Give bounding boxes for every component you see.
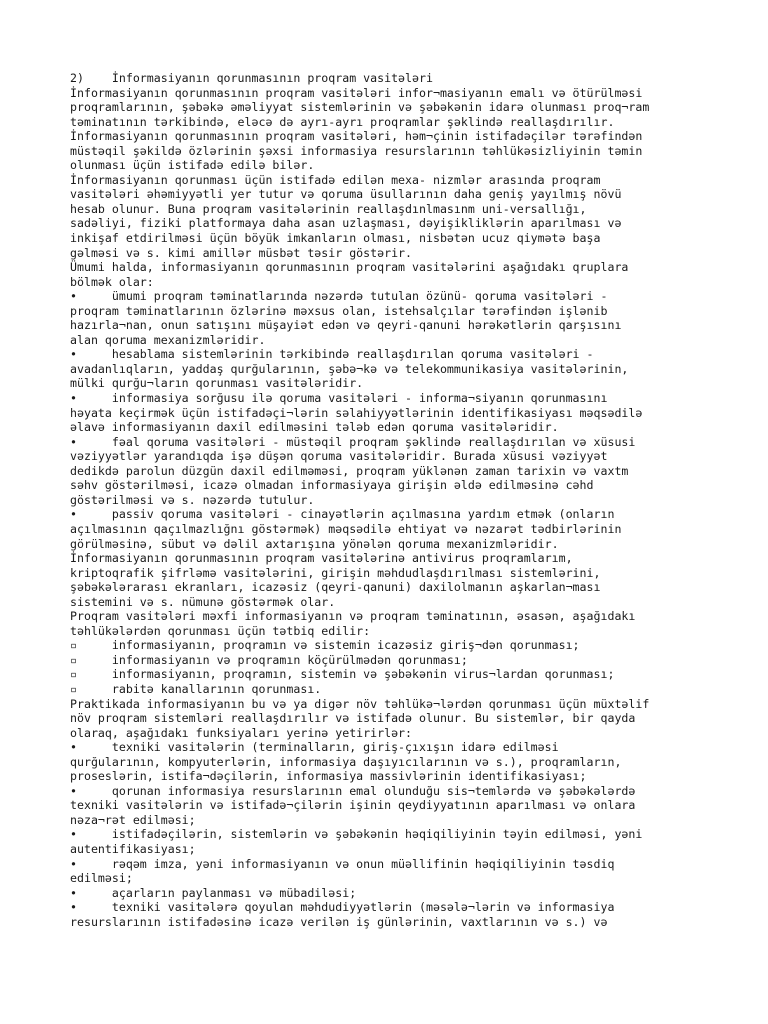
text-line: görülməsinə, sübut və dəlil axtarışına yönələn qoruma mexanizmləridir. [70,536,559,551]
text-line: texniki vasitələrin və istifadə¬çilərin işinin qeydiyyatının aparılması və onlara [70,798,636,813]
text-line: 2) İnformasiyanın qorunmasının proqram vasitələri [70,71,433,85]
text-line: həyata keçirmək üçün istifadəçi¬lərin səlahiyyətlərinin identifikasiyası məqsədilə [70,405,643,420]
text-line: vasitələri əhəmiyyətli yer tutur və qoruma üsullarının daha geniş yayılmış növü [70,187,622,202]
text-line: bölmək olar: [70,274,154,289]
text-line: proseslərin, istifa¬dəçilərin, informasiya massivlərinin identifikasiyası; [70,769,587,784]
text-line: • açarların paylanması və mübadiləsi; [70,885,357,900]
text-line: proqramlarının, şəbəkə əməliyyat sistemlərinin və şəbəkənin idarə olunması proq¬ram [70,100,650,115]
text-line: ▫ informasiyanın və proqramın köçürülmədən qorunması; [70,652,468,667]
text-line: Proqram vasitələri məxfi informasiyanın və proqram təminatının, əsasən, aşağıdakı [70,609,636,624]
text-line: nəza¬rət edilməsi; [70,812,196,827]
text-line: sadəliyi, fiziki platformaya daha asan uzlaşması, dəyişikliklərin aparılması və [70,216,622,231]
text-line: müstəqil şəkildə özlərinin şəxsi informasiya resurslarının təhlükəsizliyinin təmin [70,143,643,158]
text-line: • qorunan informasiya resurslarının emal olunduğu sis¬temlərdə və şəbəkələrdə [70,783,636,798]
text-line: resurslarının istifadəsinə icazə verilən iş günlərinin, vaxtlarının və s.) və [70,914,608,929]
document-page [70,71,710,929]
text-line: açılmasının qaçılmazlığnı göstərmək) məqsədilə ehtiyat və nəzarət tədbirlərinin [70,521,622,536]
text-line: təhlükələrdən qorunması üçün tətbiq edilir: [70,623,371,638]
text-line: olunması üçün istifadə edilə bilər. [70,158,315,173]
text-line: autentifikasiyası; [70,841,196,856]
text-line: • informasiya sorğusu ilə qoruma vasitələri - informa¬siyanın qorunmasını [70,391,608,406]
text-line: səhv göstərilməsi, icazə olmadan informasiyaya girişin əldə edilməsinə cəhd [70,478,594,493]
text-line: İnformasiyanın qorunmasının proqram vasitələrinə antivirus proqramlarım, [70,551,573,566]
text-line: inkişaf etdirilməsi üçün böyük imkanların olması, nisbətən ucuz qiymətə başa [70,231,601,246]
text-line: olaraq, aşağıdakı funksiyaları yerinə yetirirlər: [70,725,413,740]
text-line: ▫ rabitə kanallarının qorunması. [70,681,322,696]
text-line: • ümumi proqram təminatlarında nəzərdə tutulan özünü- qoruma vasitələri - [70,289,608,304]
text-line: gəlməsi və s. kimi amillər müsbət təsir göstərir. [70,245,413,260]
text-line: hazırla¬nan, onun satışını müşayiət edən və qeyri-qanuni hərəkətlərin qarşısını [70,318,622,333]
text-line: • fəal qoruma vasitələri - müstəqil proqram şəklində reallaşdırılan və xüsusi [70,434,636,449]
text-line: • texniki vasitələrə qoyulan məhdudiyyətlərin (məsələ¬lərin və informasiya [70,900,615,915]
text-line: göstərilməsi və s. nəzərdə tutulur. [70,492,315,507]
text-line: ▫ informasiyanın, proqramın və sistemin icazəsiz giriş¬dən qorunması; [70,638,580,653]
text-line: İnformasiyanın qorunmasının proqram vasitələri infor¬masiyanın emalı və ötürülməsi [70,85,643,100]
text-line: edilməsi; [70,871,133,886]
text-line: İnformasiyanın qorunması üçün istifadə edilən mexa- nizmlər arasında proqram [70,172,601,187]
text-line: Ümumi halda, informasiyanın qorunmasının proqram vasitələrini aşağıdakı qruplara [70,260,629,275]
text-line: alan qoruma mexanizmləridir. [70,332,266,347]
text-line: • passiv qoruma vasitələri - cinayətlərin açılmasına yardım etmək (onların [70,507,615,522]
text-line: Praktikada informasiyanın bu və ya digər növ təhlükə¬lərdən qorunması üçün müxtəlif [70,696,650,711]
text-line: şəbəkələrarası ekranları, icazəsiz (qeyri-qanuni) daxilolmanın aşkarlan¬ması [70,580,601,595]
text-line: • istifadəçilərin, sistemlərin və şəbəkənin həqiqiliyinin təyin edilməsi, yəni [70,827,643,842]
text-line: • hesablama sistemlərinin tərkibində reallaşdırılan qoruma vasitələri - [70,347,594,362]
text-line: təminatının tərkibində, eləcə də ayrı-ayrı proqramlar şəklində reallaşdırılır. [70,114,615,129]
text-line: əlavə informasiyanın daxil edilməsini tələb edən qoruma vasitələridir. [70,420,559,435]
text-line: • texniki vasitələrin (terminalların, giriş-çıxışın idarə edilməsi [70,740,559,755]
text-line: kriptoqrafik şifrləmə vasitələrini, girişin məhdudlaşdırılması sistemlərini, [70,565,601,580]
text-line: İnformasiyanın qorunmasının proqram vasitələri, həm¬çinin istifadəçilər tərəfindən [70,129,643,144]
text-line: avadanlıqların, yaddaş qurğularının, şəbə¬kə və telekommunikasiya vasitələrinin, [70,361,629,376]
text-line: dedikdə parolun düzgün daxil edilməməsi, proqram yüklənən zaman tarixin və vaxtm [70,463,629,478]
text-line: • rəqəm imza, yəni informasiyanın və onun müəllifinin həqiqiliyinin təsdiq [70,856,615,871]
text-line: qurğularının, kompyuterlərin, informasiya daşıyıcılarının və s.), proqramların, [70,754,622,769]
text-line: hesab olunur. Buna proqram vasitələrinin reallaşdınlmasınm uni-versallığı, [70,201,587,216]
text-line: mülki qurğu¬ların qorunması vasitələridir. [70,376,364,391]
text-line: proqram təminatlarının özlərinə məxsus olan, istehsalçılar tərəfindən işlənib [70,303,608,318]
text-line: növ proqram sistemləri reallaşdırılır və istifadə olunur. Bu sistemlər, bir qayda [70,711,636,726]
text-line: sistemini və s. nümunə göstərmək olar. [70,594,336,609]
text-line: vəziyyətlər yarandıqda işə düşən qoruma vasitələridir. Burada xüsusi vəziyyət [70,449,608,464]
text-line: ▫ informasiyanın, proqramın, sistemin və şəbəkənin virus¬lardan qorunması; [70,667,615,682]
